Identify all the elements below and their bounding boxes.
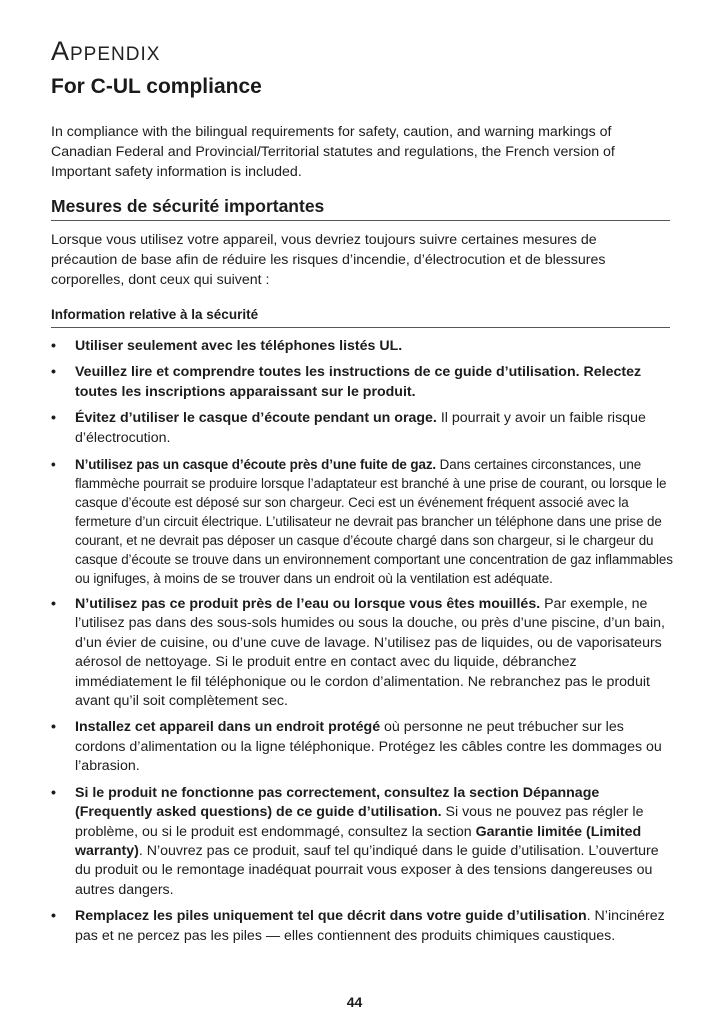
list-item	[51, 784, 673, 900]
item-text: . N’incinérez pas et ne percez pas les piles — elles contiennent des produits chimiques caustiques.	[75, 908, 665, 944]
safety-list	[51, 337, 673, 953]
list-item	[51, 337, 673, 356]
item-text: . N’ouvrez pas ce produit, sauf tel qu’indiqué dans le guide d’utilisation. L’ouverture du produit ou le remontage inadéquat pourrait vous exposer à des tensions dangereuses ou autres dangers.	[75, 842, 659, 898]
section-paragraph: Lorsque vous utilisez votre appareil, vous devriez toujours suivre certaines mesures de précaution de base afin de réduire les risques d’incendie, d’électrocution et de blessures corporelles, dont ceux qui suivent :	[51, 232, 606, 288]
section-heading: Mesures de sécurité importantes	[51, 196, 670, 221]
list-item	[51, 363, 673, 402]
bullet-icon: •	[51, 457, 56, 473]
intro-paragraph: In compliance with the bilingual requirements for safety, caution, and warning markings of Canadian Federal and Provincial/Territorial statutes and regulations, the French version of Important safety information is included.	[51, 124, 615, 180]
page-number: 44	[346, 994, 363, 1010]
item-bold: Utiliser seulement avec les téléphones listés UL.	[75, 338, 403, 354]
item-bold: Installez cet appareil dans un endroit protégé	[75, 719, 381, 736]
list-item	[51, 718, 673, 776]
item-bold: Si le produit ne fonctionne pas correctement, consultez la section Dépannage (Frequently asked questions) de ce guide d’utilisation.	[75, 784, 600, 821]
bullet-icon: •	[51, 784, 56, 801]
appendix-heading: Appendix	[51, 36, 161, 66]
bullet-icon: •	[51, 908, 56, 925]
bullet-icon: •	[51, 338, 56, 354]
list-item	[51, 907, 673, 946]
item-bold: Évitez d’utiliser le casque d’écoute pendant un orage.	[75, 410, 437, 427]
list-item	[51, 409, 673, 448]
item-bold: N’utilisez pas ce produit près de l’eau ou lorsque vous êtes mouillés.	[75, 596, 541, 613]
item-bold: Veuillez lire et comprendre toutes les instructions de ce guide d’utilisation. Relectez toutes les inscriptions apparaissant sur le produit.	[75, 364, 642, 400]
item-text: Dans certaines circonstances, une flammèche pourrait se produire lorsque l’adaptateur est branché à une prise de courant, ou lorsque le casque d’écoute est déposé sur son chargeur. Ceci est un événement fréquent associé avec la fermeture d’un circuit électrique. L’utilisateur ne devrait pas brancher un téléphone dans une prise de courant, et ne devrait pas déposer un casque d’écoute chargé dans son chargeur, si le chargeur du casque d’écoute se trouve dans un environnement comportant une concentration de gaz inflammables ou ignifuges, à moins de se trouver dans un endroit où la ventilation est adéquate.	[75, 457, 673, 587]
bullet-icon: •	[51, 410, 56, 427]
item-bold: N’utilisez pas un casque d’écoute près d’une fuite de gaz.	[75, 457, 437, 473]
bullet-icon: •	[51, 596, 56, 613]
bullet-icon: •	[51, 719, 56, 736]
item-bold-link: Garantie limitée (Limited warranty)	[75, 823, 642, 859]
item-text: Il pourrait y avoir un faible risque d’électrocution.	[75, 410, 646, 446]
item-bold: Remplacez les piles uniquement tel que décrit dans votre guide d’utilisation	[75, 908, 587, 925]
item-text: où personne ne peut trébucher sur les cordons d’alimentation ou la ligne téléphonique. Protégez les câbles contre les dommages ou l’abrasion.	[75, 719, 662, 775]
item-text: Par exemple, ne l’utilisez pas dans des sous-sols humides ou sous la douche, ou près d’une piscine, d’un bain, d’un évier de cuisine, ou d’une cuve de lavage. N’utilisez pas de liquides, ou de vaporisateurs aérosol de nettoyage. Si le produit entre en contact avec du liquide, débranchez immédiatement le fil téléphonique ou le cordon d’alimentation. Ne rebranchez pas le produit avant qu’il soit complètement sec.	[75, 596, 665, 710]
page-title: For C-UL compliance	[51, 75, 262, 98]
list-item	[51, 455, 673, 588]
bullet-icon: •	[51, 364, 56, 381]
subsection-heading: Information relative à la sécurité	[51, 307, 670, 328]
list-item	[51, 595, 673, 711]
item-text: Si vous ne pouvez pas régler le problème, ou si le produit est endommagé, consultez la section	[75, 804, 644, 840]
